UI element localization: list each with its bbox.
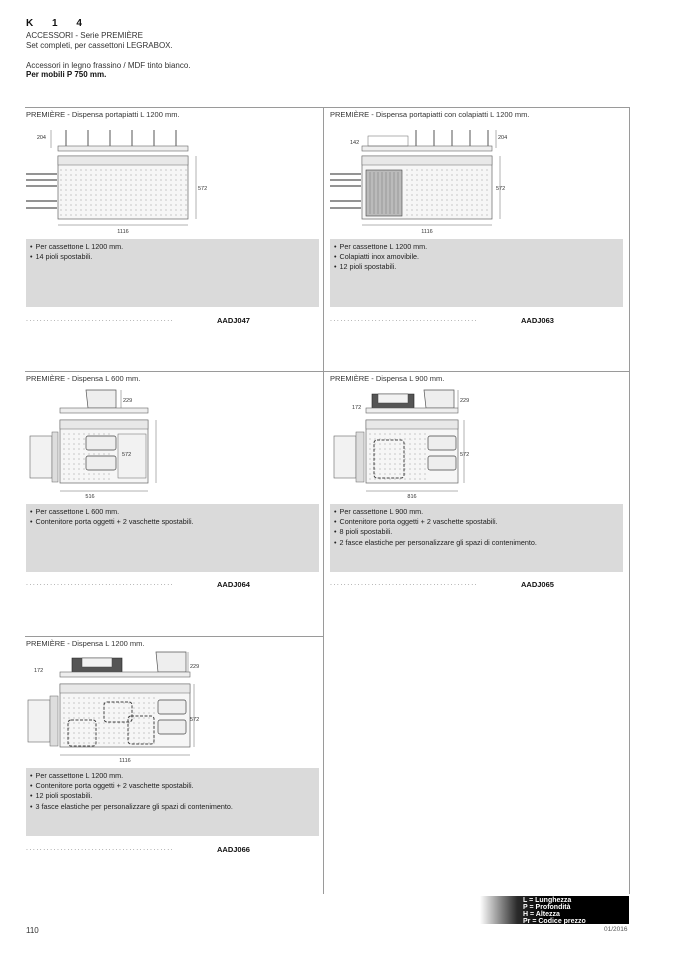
page-number: 110 [26,926,39,935]
series-subtitle: Set completi, per cassettoni LEGRABOX. [26,41,173,50]
product-drawing [26,386,216,501]
product-code: AADJ065 [521,580,554,589]
dim-w-label: 816 [407,494,417,500]
feature-list [330,504,623,548]
leader-dots: ........................................... [330,316,479,323]
product-drawing [26,650,216,765]
leader-dots: ........................................... [26,580,175,587]
feature-item: • Per cassettone L 1200 mm. [334,242,623,252]
dim-b-label: 172 [352,405,362,411]
feature-item: • Contenitore porta oggetti + 2 vaschette spostabili. [30,517,319,527]
feature-item: • 12 pioli spostabili. [30,791,319,801]
leader-dots: ........................................... [26,316,175,323]
dim-b-label: 142 [350,140,360,146]
product-title: PREMIÈRE - Dispensa portapiatti L 1200 mm. [26,110,180,119]
legend-item: Pr = Codice prezzo [523,918,586,925]
feature-item: • 12 pioli spostabili. [334,262,623,272]
product-code: AADJ064 [217,580,250,589]
product-title: PREMIÈRE - Dispensa L 600 mm. [26,374,141,383]
dim-h-label: 572 [198,186,208,192]
product-drawing [330,386,520,501]
abbreviation-legend [480,896,629,924]
feature-item: • Colapiatti inox amovibile. [334,252,623,262]
product-code: AADJ047 [217,316,250,325]
dim-h-label: 572 [122,452,132,458]
dim-a-label: 204 [498,135,508,141]
feature-box [26,239,319,307]
dim-w-label: 1116 [119,758,131,764]
feature-item: • Contenitore porta oggetti + 2 vaschette spostabili. [30,781,319,791]
feature-box [330,504,623,572]
dim-a-label: 229 [190,664,200,670]
dim-w-label: 516 [85,494,95,500]
feature-item: • Per cassettone L 600 mm. [30,507,319,517]
feature-item: • 3 fasce elastiche per personalizzare gli spazi di contenimento. [30,802,319,812]
cabinet-depth-note: Per mobili P 750 mm. [26,70,107,79]
dim-h-label: 572 [460,452,470,458]
dim-a-label: 204 [36,135,46,141]
feature-box [26,768,319,836]
feature-list [26,768,319,812]
leader-dots: ........................................... [330,580,479,587]
feature-item: • Per cassettone L 900 mm. [334,507,623,517]
product-code: AADJ066 [217,845,250,854]
edition-date: 01/2016 [604,926,628,933]
product-title: PREMIÈRE - Dispensa L 1200 mm. [26,639,145,648]
feature-item: • 14 pioli spostabili. [30,252,319,262]
legend-item: H = Altezza [523,911,560,918]
product-title: PREMIÈRE - Dispensa L 900 mm. [330,374,445,383]
dim-w-label: 1116 [117,229,129,235]
product-drawing [330,122,520,237]
product-code: AADJ063 [521,316,554,325]
dim-a-label: 229 [123,398,133,404]
product-title: PREMIÈRE - Dispensa portapiatti con colapiatti L 1200 mm. [330,110,530,119]
feature-box [26,504,319,572]
feature-item: • 8 pioli spostabili. [334,527,623,537]
legend-item: L = Lunghezza [523,897,572,904]
dim-h-label: 572 [496,186,506,192]
feature-box [330,239,623,307]
feature-list [330,239,623,273]
feature-list [26,239,319,262]
feature-item: • Contenitore porta oggetti + 2 vaschette spostabili. [334,517,623,527]
feature-list [26,504,319,527]
legend-item: P = Profondità [523,904,571,911]
dim-w-label: 1116 [421,229,433,235]
material-note: Accessori in legno frassino / MDF tinto bianco. [26,61,191,70]
leader-dots: ........................................... [26,845,175,852]
series-title: ACCESSORI - Serie PREMIÈRE [26,31,143,40]
dim-b-label: 172 [34,668,44,674]
catalog-section-code: K 1 4 [26,18,90,29]
feature-item: • Per cassettone L 1200 mm. [30,242,319,252]
feature-item: • 2 fasce elastiche per personalizzare gli spazi di contenimento. [334,538,623,548]
product-drawing [26,122,216,237]
dim-a-label: 229 [460,398,470,404]
feature-item: • Per cassettone L 1200 mm. [30,771,319,781]
dim-h-label: 572 [190,717,200,723]
